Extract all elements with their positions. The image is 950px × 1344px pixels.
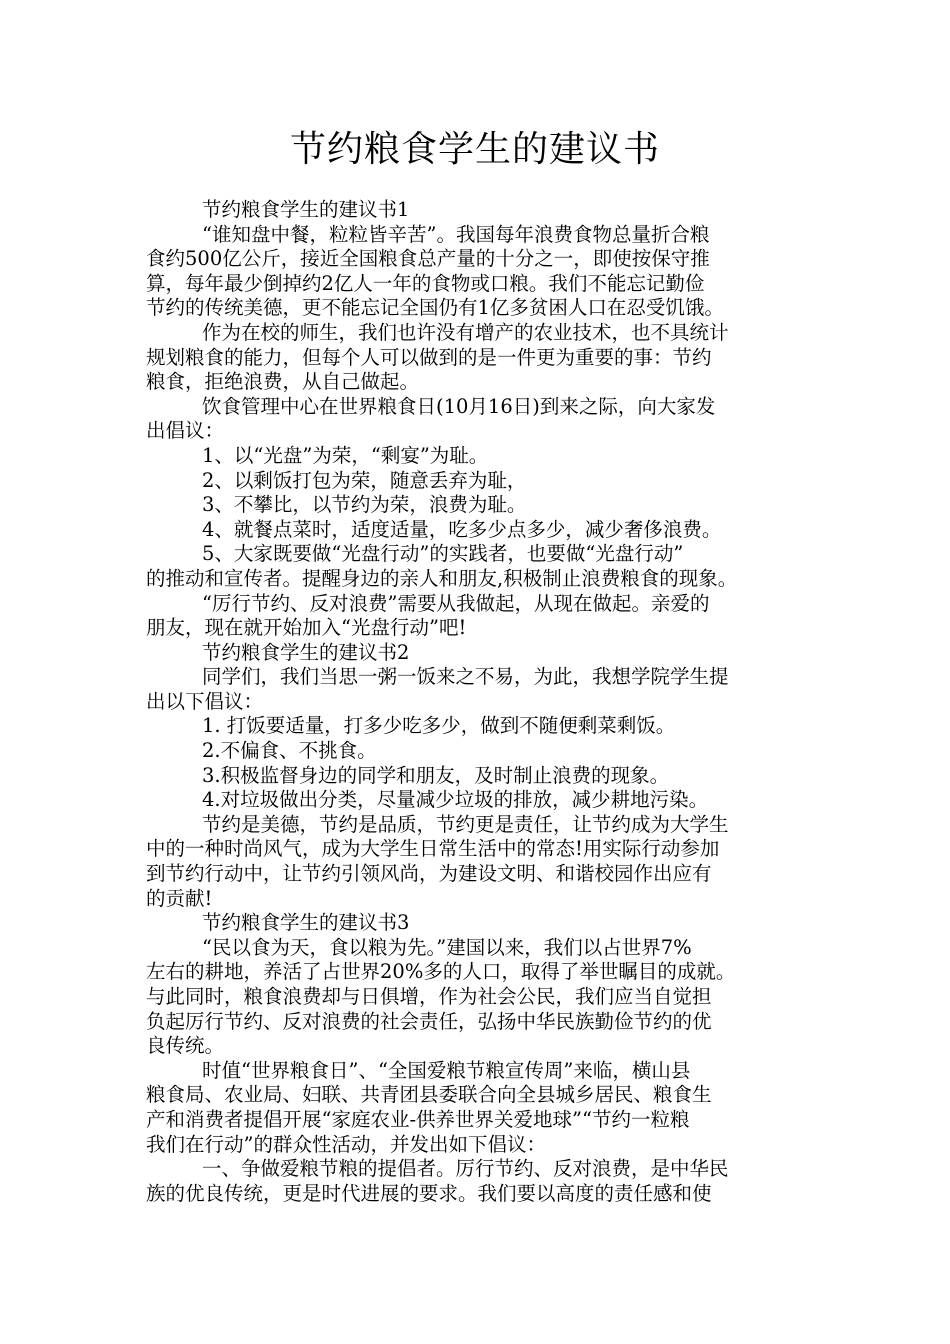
- body-line: 3、不攀比，以节约为荣，浪费为耻。: [202, 493, 527, 517]
- body-line: 节约粮食学生的建议书3: [202, 911, 410, 935]
- body-line: 节约粮食学生的建议书2: [202, 640, 410, 664]
- body-line: 规划粮食的能力，但每个人可以做到的是一件更为重要的事：节约: [146, 345, 712, 369]
- body-line: 出以下倡议：: [146, 689, 264, 713]
- body-line: 时值“世界粮食日”、“全国爱粮节粮宣传周”来临，横山县: [202, 1058, 691, 1082]
- body-line: 同学们，我们当思一粥一饭来之不易，为此，我想学院学生提: [202, 665, 729, 689]
- body-line: 的贡献!: [146, 886, 213, 910]
- body-line: 左右的耕地，养活了占世界20%多的人口，取得了举世瞩目的成就。: [146, 960, 736, 984]
- document-body: [146, 198, 810, 1206]
- body-line: 出倡议：: [146, 419, 225, 443]
- body-line: 的推动和宣传者。提醒身边的亲人和朋友,积极制止浪费粮食的现象。: [146, 566, 738, 590]
- body-line: 产和消费者提倡开展“家庭农业-供养世界关爱地球”“节约一粒粮: [146, 1107, 690, 1131]
- body-line: 饮食管理中心在世界粮食日(10月16日)到来之际，向大家发: [202, 394, 716, 418]
- body-line: 节约是美德，节约是品质，节约更是责任，让节约成为大学生: [202, 812, 729, 836]
- body-line: 一、争做爱粮节粮的提倡者。厉行节约、反对浪费，是中华民: [202, 1157, 729, 1181]
- body-line: 粮食局、农业局、妇联、共青团县委联合向全县城乡居民、粮食生: [146, 1083, 712, 1107]
- body-line: 中的一种时尚风气，成为大学生日常生活中的常态!用实际行动参加: [146, 837, 720, 861]
- body-line: “谁知盘中餐，粒粒皆辛苦”。我国每年浪费食物总量折合粮: [202, 222, 710, 246]
- body-line: “厉行节约、反对浪费”需要从我做起，从现在做起。亲爱的: [202, 591, 710, 615]
- body-line: 节约粮食学生的建议书1: [202, 198, 410, 221]
- body-line: 作为在校的师生，我们也许没有增产的农业技术，也不具统计: [202, 320, 729, 344]
- body-line: 5、大家既要做“光盘行动”的实践者，也要做“光盘行动”: [202, 542, 684, 566]
- body-line: 3.积极监督身边的同学和朋友，及时制止浪费的现象。: [202, 763, 670, 787]
- body-line: 算，每年最少倒掉约2亿人一年的食物或口粮。我们不能忘记勤俭: [146, 271, 705, 295]
- body-line: 食约500亿公斤，接近全国粮食总产量的十分之一，即使按保守推: [146, 247, 710, 271]
- body-line: 朋友，现在就开始加入“光盘行动”吧!: [146, 616, 467, 640]
- body-line: 4、就餐点菜时，适度适量，吃多少点多少，减少奢侈浪费。: [202, 517, 722, 541]
- body-line: 到节约行动中，让节约引领风尚，为建设文明、和谐校园作出应有: [146, 862, 712, 886]
- body-line: 粮食，拒绝浪费，从自己做起。: [146, 370, 420, 394]
- body-line: 族的优良传统，更是时代进展的要求。我们要以高度的责任感和使: [146, 1181, 712, 1205]
- body-line: 1、以“光盘”为荣，“剩宴”为耻。: [202, 443, 489, 467]
- body-line: 2、以剩饭打包为荣，随意丢弃为耻，: [202, 468, 527, 492]
- body-line: 2.不偏食、不挑食。: [202, 739, 377, 763]
- body-line: 负起厉行节约、反对浪费的社会责任，弘扬中华民族勤俭节约的优: [146, 1009, 712, 1033]
- body-line: 节约的传统美德，更不能忘记全国仍有1亿多贫困人口在忍受饥饿。: [146, 296, 724, 320]
- document-title: 节约粮食学生的建议书: [289, 129, 660, 170]
- body-line: 与此同时，粮食浪费却与日俱增，作为社会公民，我们应当自觉担: [146, 985, 712, 1008]
- body-line: 良传统。: [146, 1034, 225, 1058]
- body-line: “民以食为天，食以粮为先。”建国以来，我们以占世界7%: [202, 935, 692, 959]
- body-line: 我们在行动”的群众性活动，并发出如下倡议：: [146, 1132, 546, 1156]
- body-line: 1. 打饭要适量，打多少吃多少，做到不随便剩菜剩饭。: [202, 714, 676, 738]
- body-line: 4.对垃圾做出分类，尽量减少垃圾的排放，减少耕地污染。: [202, 788, 709, 812]
